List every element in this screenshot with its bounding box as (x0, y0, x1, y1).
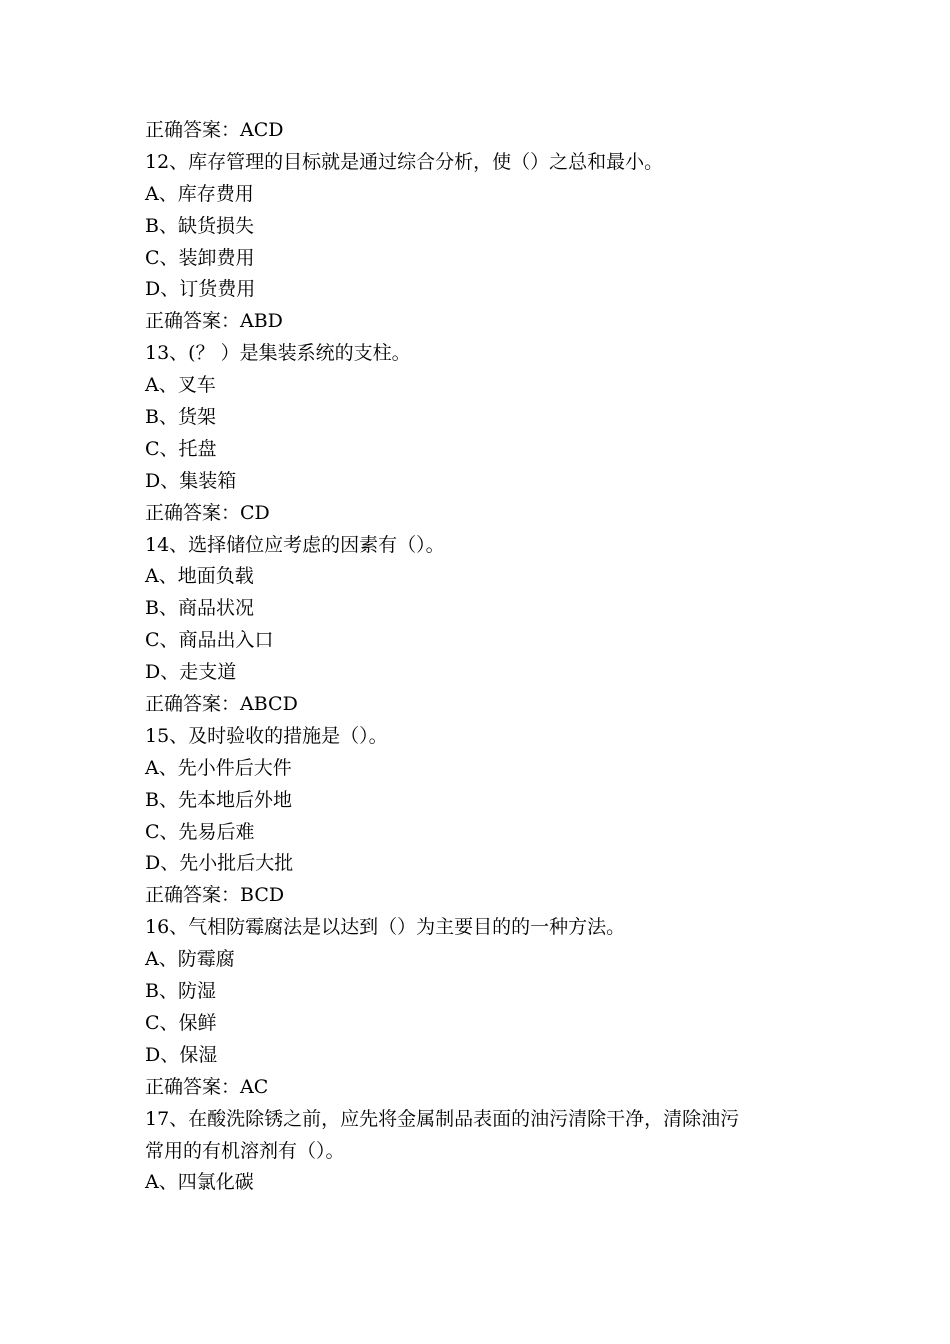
option-c: C、先易后难 (145, 820, 255, 843)
question-16 (145, 912, 825, 1103)
option-a: A、库存费用 (145, 182, 254, 205)
question-15 (145, 721, 825, 912)
option-c: C、商品出入口 (145, 629, 274, 652)
question-text-line-2: 常用的有机溶剂有（）。 (145, 1139, 345, 1162)
option-b: B、货架 (145, 406, 216, 429)
correct-answer: 正确答案：ABD (145, 310, 283, 333)
option-c: C、托盘 (145, 437, 217, 460)
question-text-line-1: 17、在酸洗除锈之前，应先将金属制品表面的油污清除干净，清除油污 (145, 1107, 740, 1130)
option-a: A、防霉腐 (145, 948, 235, 971)
question-text: 16、气相防霉腐法是以达到（）为主要目的的一种方法。 (145, 916, 626, 939)
correct-answer: 正确答案：AC (145, 1075, 269, 1098)
option-a: A、叉车 (145, 374, 216, 397)
option-a: A、四氯化碳 (145, 1171, 254, 1194)
question-13 (145, 338, 825, 529)
question-text: 14、选择储位应考虑的因素有（）。 (145, 533, 445, 556)
option-b: B、防湿 (145, 980, 216, 1003)
question-text: 15、及时验收的措施是（）。 (145, 724, 388, 747)
correct-answer: 正确答案：CD (145, 501, 270, 524)
document-page (145, 115, 825, 1199)
option-d: D、保湿 (145, 1043, 218, 1066)
question-text: 12、库存管理的目标就是通过综合分析，使（）之总和最小。 (145, 150, 664, 173)
option-b: B、缺货损失 (145, 214, 254, 237)
question-12 (145, 147, 825, 338)
option-d: D、集装箱 (145, 469, 237, 492)
correct-answer: 正确答案：BCD (145, 884, 285, 907)
question-text: 13、(？ ）是集装系统的支柱。 (145, 342, 411, 365)
question-17 (145, 1104, 825, 1200)
question-14 (145, 530, 825, 721)
option-b: B、商品状况 (145, 597, 254, 620)
option-a: A、先小件后大件 (145, 756, 292, 779)
option-d: D、走支道 (145, 661, 237, 684)
option-c: C、装卸费用 (145, 246, 255, 269)
option-a: A、地面负载 (145, 565, 254, 588)
correct-answer: 正确答案：ABCD (145, 693, 298, 716)
option-d: D、先小批后大批 (145, 852, 294, 875)
option-d: D、订货费用 (145, 278, 256, 301)
option-c: C、保鲜 (145, 1011, 217, 1034)
option-b: B、先本地后外地 (145, 788, 292, 811)
previous-answer: 正确答案：ACD (145, 119, 284, 141)
